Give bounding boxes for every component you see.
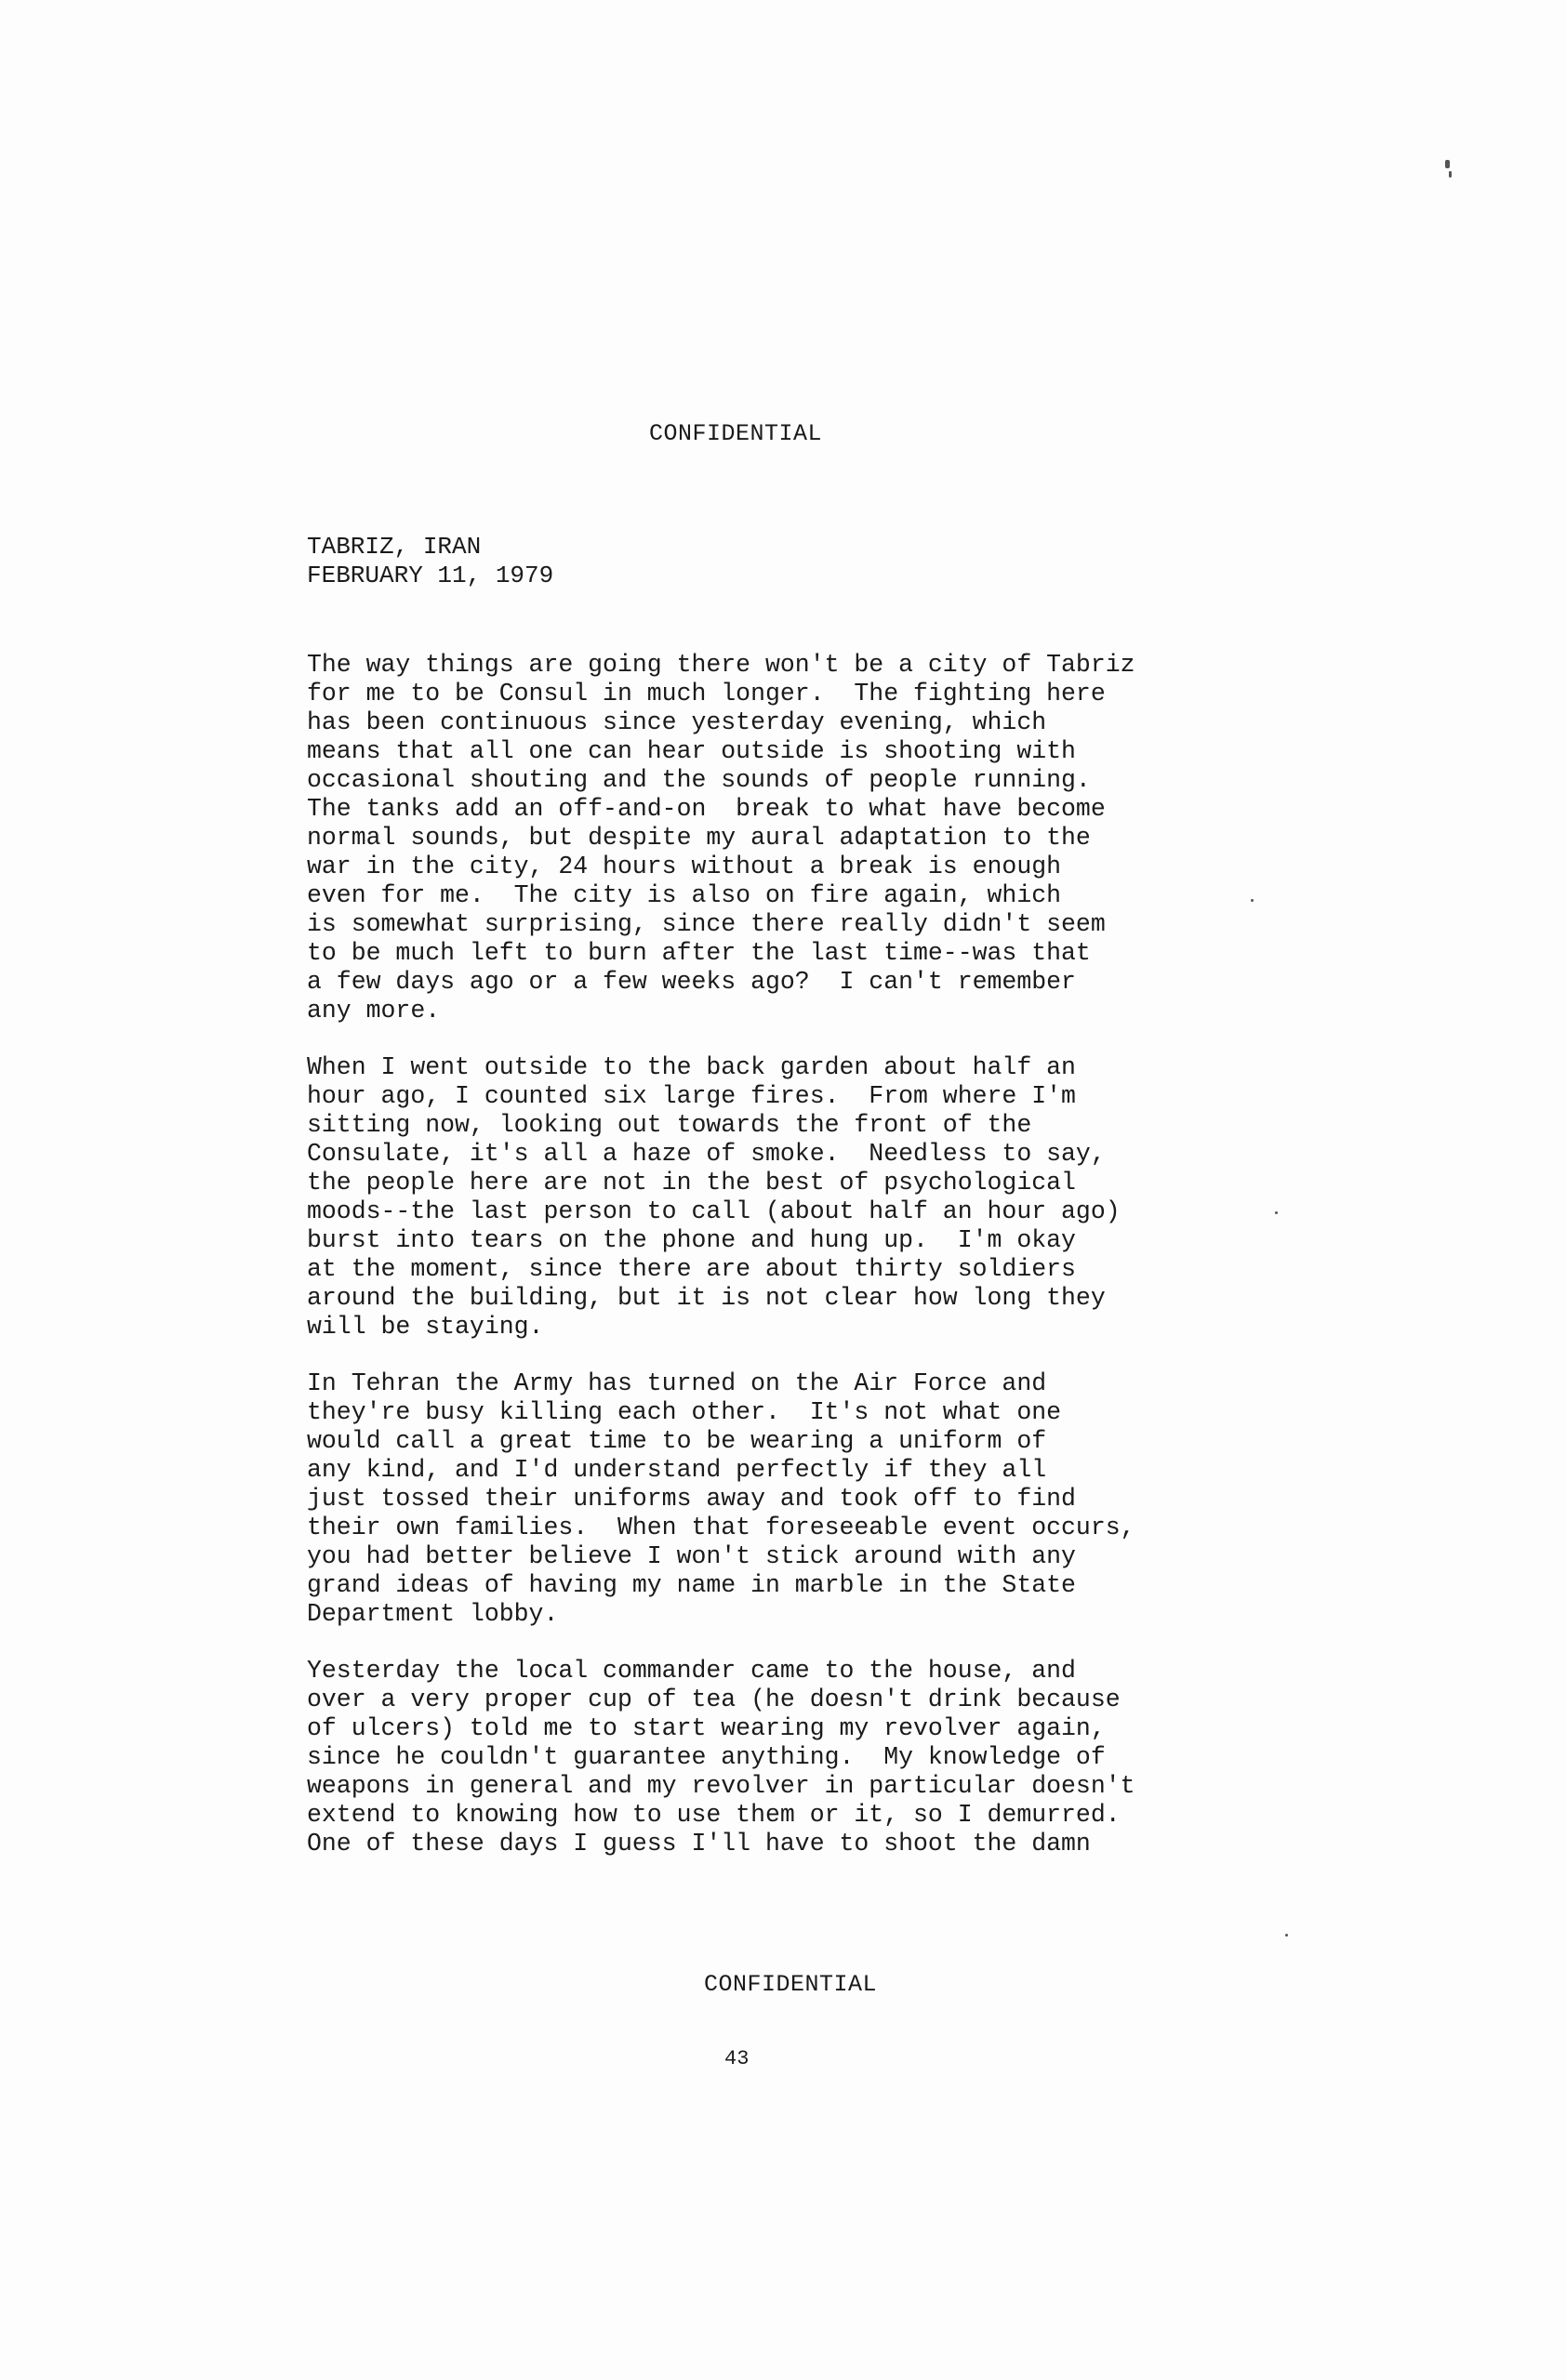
scan-speck (1449, 171, 1452, 178)
paragraph-line: will be staying. (307, 1313, 544, 1341)
paragraph-line: around the building, but it is not clear how long they (307, 1284, 1106, 1312)
paragraph-line: they're busy killing each other. It's not what one (307, 1398, 1062, 1426)
dateline-location: TABRIZ, IRAN (307, 533, 482, 561)
dateline-date: FEBRUARY 11, 1979 (307, 562, 554, 589)
paragraph-line: burst into tears on the phone and hung up. I'm okay (307, 1226, 1076, 1254)
scan-speck (1251, 899, 1254, 902)
paragraph-line: normal sounds, but despite my aural adaptation to the (307, 824, 1091, 852)
scan-speck (1445, 160, 1450, 168)
page-number: 43 (724, 2047, 750, 2070)
classification-footer: CONFIDENTIAL (704, 1971, 878, 1998)
paragraph-line: you had better believe I won't stick around with any (307, 1542, 1076, 1570)
paragraph-line: occasional shouting and the sounds of people running. (307, 766, 1091, 794)
paragraph-line: One of these days I guess I'll have to shoot the damn (307, 1830, 1091, 1858)
paragraph-line: is somewhat surprising, since there really didn't seem (307, 910, 1106, 938)
paragraph-line: of ulcers) told me to start wearing my revolver again, (307, 1714, 1106, 1742)
paragraph (307, 651, 1348, 1025)
paragraph-line: Yesterday the local commander came to the house, and (307, 1657, 1076, 1685)
paragraph-line: since he couldn't guarantee anything. My knowledge of (307, 1743, 1106, 1771)
scan-speck (1275, 1211, 1278, 1214)
paragraph-line: weapons in general and my revolver in particular doesn't (307, 1772, 1135, 1800)
paragraph-line: extend to knowing how to use them or it, so I demurred. (307, 1801, 1121, 1829)
paragraph-line: for me to be Consul in much longer. The fighting here (307, 680, 1106, 707)
paragraph-line: hour ago, I counted six large fires. From where I'm (307, 1082, 1076, 1110)
paragraph-line: any kind, and I'd understand perfectly if they all (307, 1456, 1047, 1484)
paragraph-line: means that all one can hear outside is shooting with (307, 737, 1076, 765)
paragraph-line: even for me. The city is also on fire again, which (307, 881, 1062, 909)
paragraph (307, 1657, 1348, 1858)
paragraph-line: over a very proper cup of tea (he doesn't drink because (307, 1686, 1121, 1713)
paragraph-line: Department lobby. (307, 1600, 559, 1628)
dateline (307, 533, 553, 590)
paragraph-line: moods--the last person to call (about half an hour ago) (307, 1197, 1121, 1225)
paragraph-line: a few days ago or a few weeks ago? I can't remember (307, 968, 1076, 996)
paragraph-line: to be much left to burn after the last time--was that (307, 939, 1091, 967)
paragraph-line: just tossed their uniforms away and took off to find (307, 1485, 1076, 1513)
classification-header: CONFIDENTIAL (649, 420, 823, 447)
paragraph-line: has been continuous since yesterday evening, which (307, 708, 1047, 736)
paragraph-line: grand ideas of having my name in marble in the State (307, 1571, 1076, 1599)
paragraph-line: their own families. When that foreseeable event occurs, (307, 1514, 1135, 1541)
paragraph-line: The tanks add an off-and-on break to what have become (307, 795, 1106, 823)
paragraph-line: would call a great time to be wearing a uniform of (307, 1427, 1047, 1455)
paragraph-line: sitting now, looking out towards the front of the (307, 1111, 1032, 1139)
paragraph-line: at the moment, since there are about thirty soldiers (307, 1255, 1076, 1283)
letter-body (307, 651, 1348, 1886)
paragraph-line: the people here are not in the best of psychological (307, 1169, 1076, 1197)
paragraph-line: any more. (307, 997, 441, 1025)
paragraph-line: war in the city, 24 hours without a break is enough (307, 853, 1062, 880)
scan-speck (1285, 1934, 1288, 1937)
paragraph (307, 1053, 1348, 1342)
paragraph (307, 1369, 1348, 1629)
paragraph-line: The way things are going there won't be a city of Tabriz (307, 651, 1135, 679)
paragraph-line: When I went outside to the back garden about half an (307, 1053, 1076, 1081)
paragraph-line: In Tehran the Army has turned on the Air Force and (307, 1369, 1047, 1397)
paragraph-line: Consulate, it's all a haze of smoke. Needless to say, (307, 1140, 1106, 1168)
